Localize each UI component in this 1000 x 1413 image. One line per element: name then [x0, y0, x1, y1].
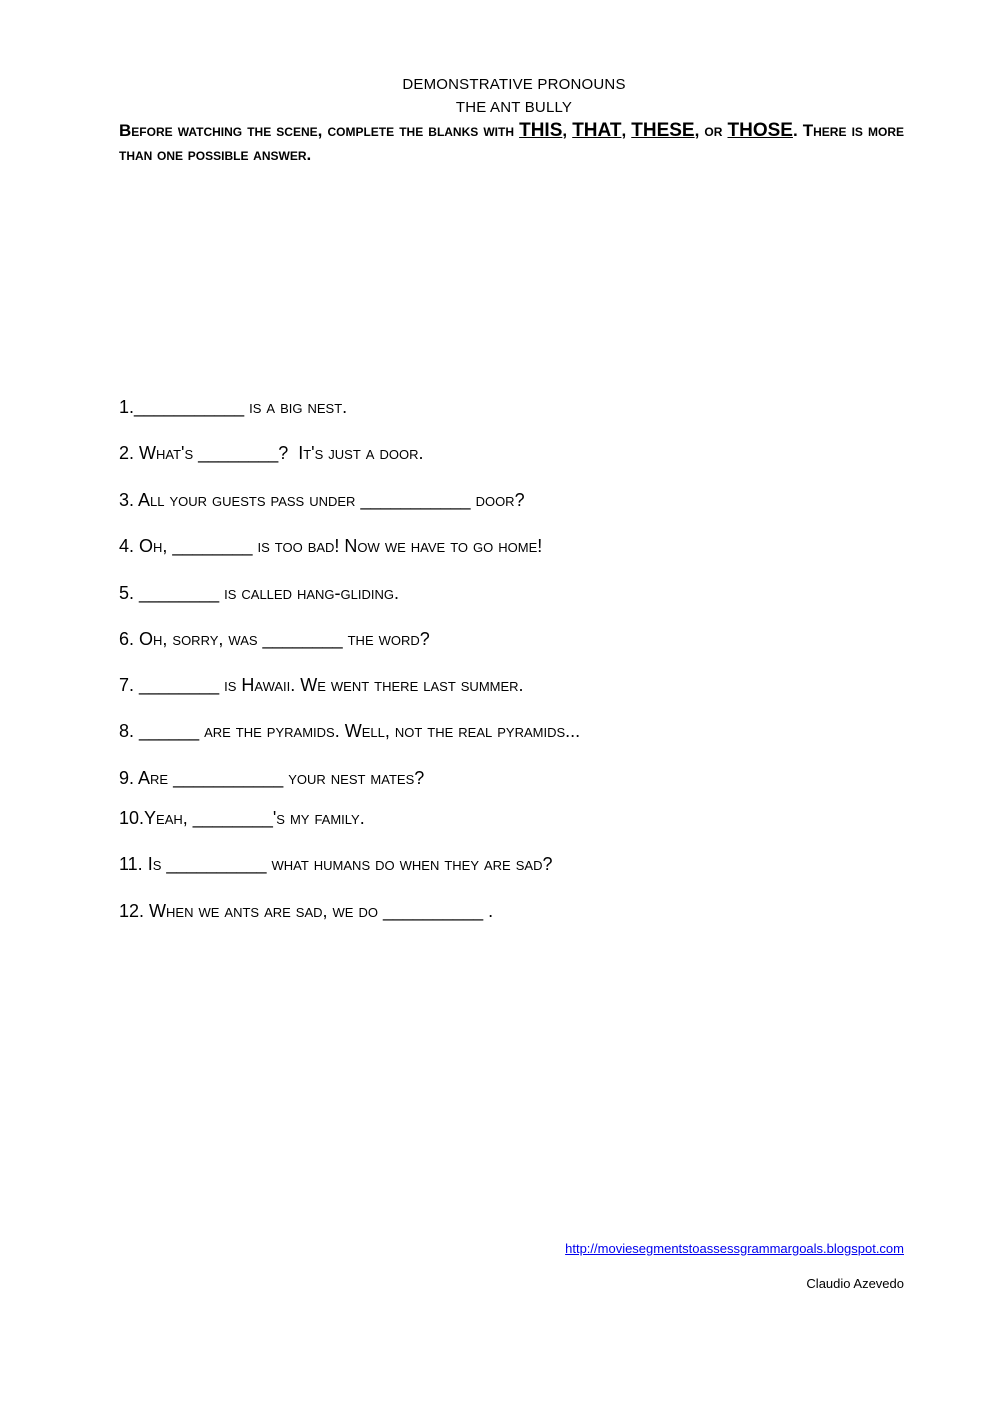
question-4: 4. Oh, ________ is too bad! Now we have to go home!	[119, 536, 543, 556]
worksheet-title: DEMONSTRATIVE PRONOUNS	[402, 76, 626, 93]
question-6: 6. Oh, sorry, was ________ the word?	[119, 629, 430, 649]
question-12: 12. When we ants are sad, we do __________ .	[119, 901, 494, 921]
question-3: 3. All your guests pass under ___________ door?	[119, 490, 525, 510]
question-1: 1.___________ is a big nest.	[119, 397, 348, 417]
question-5: 5. ________ is called hang-gliding.	[119, 583, 399, 603]
word-that: THAT	[572, 120, 622, 141]
word-those: THOSE	[727, 120, 793, 141]
worksheet-subtitle: THE ANT BULLY	[455, 99, 573, 116]
separator: ,	[562, 121, 573, 140]
question-10: 10.Yeah, ________'s my family.	[119, 808, 365, 828]
instructions-text-1: Before watching the scene, complete the blanks with	[119, 121, 520, 140]
question-7: 7. ________ is Hawaii. We went there last summer.	[119, 675, 524, 695]
question-9: 9. Are ___________ your nest mates?	[119, 768, 425, 788]
word-this: THIS	[519, 120, 563, 141]
blog-link[interactable]: http://moviesegmentstoassessgrammargoals.blogspot.com	[565, 1241, 904, 1256]
question-11: 11. Is __________ what humans do when they are sad?	[119, 854, 553, 874]
question-8: 8. ______ are the pyramids. Well, not the real pyramids...	[119, 721, 581, 741]
question-2: 2. What's ________? It's just a door.	[119, 443, 424, 463]
author-name: Claudio Azevedo	[806, 1276, 904, 1291]
separator: ,	[621, 121, 632, 140]
separator: , or	[694, 121, 728, 140]
instructions	[119, 119, 904, 167]
word-these: THESE	[631, 120, 695, 141]
instructions-text-2: . There is more than one possible answer.	[119, 121, 904, 164]
